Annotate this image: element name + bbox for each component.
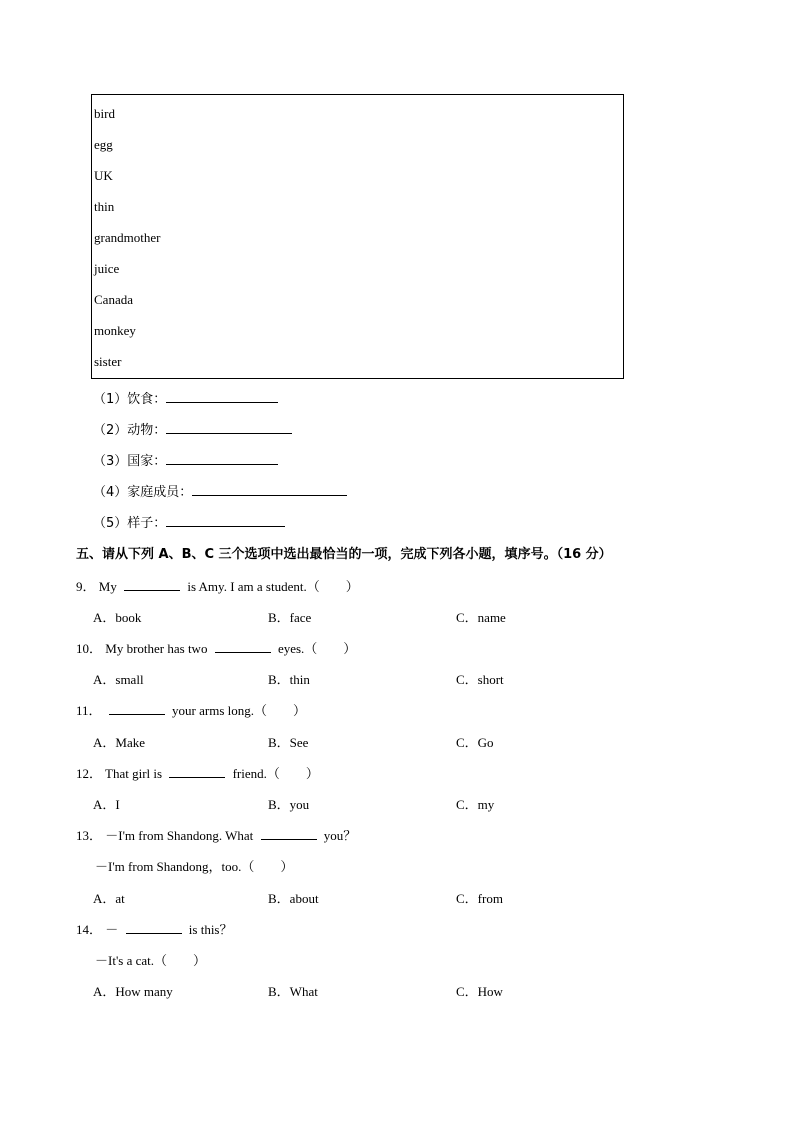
option-a[interactable]: A．Make <box>93 735 145 750</box>
word-item: grandmother <box>94 230 161 245</box>
question-text-after: is this？ <box>188 922 233 937</box>
question-blank[interactable] <box>261 825 317 840</box>
question-blank[interactable] <box>215 638 271 653</box>
option-c[interactable]: C．How <box>456 984 503 999</box>
category-family <box>93 481 347 500</box>
option-b[interactable]: B．thin <box>268 672 310 687</box>
question-number: 14． <box>76 922 103 937</box>
category-countries <box>93 450 278 469</box>
option-c[interactable]: C．my <box>456 797 495 812</box>
category-label: （5）样子： <box>93 516 167 531</box>
question-blank[interactable] <box>169 763 225 778</box>
question-text-before: That girl is <box>105 766 163 781</box>
question-number: 10． <box>76 641 103 656</box>
category-label: （2）动物： <box>93 423 167 438</box>
category-food <box>93 388 278 407</box>
question-blank[interactable] <box>109 700 165 715</box>
question-text-before: － <box>105 922 119 937</box>
option-c[interactable]: C．from <box>456 891 503 906</box>
section-title: 五、请从下列 A、B、C 三个选项中选出最恰当的一项，完成下列各小题，填序号。（16 分） <box>76 547 612 562</box>
option-b[interactable]: B．See <box>268 735 309 750</box>
question-10 <box>76 638 356 657</box>
option-c[interactable]: C．short <box>456 672 504 687</box>
answer-blank[interactable] <box>166 512 285 527</box>
question-text-after: eyes.（ ） <box>277 641 357 656</box>
category-label: （3）国家： <box>93 454 167 469</box>
word-item: egg <box>94 137 113 152</box>
question-13 <box>76 825 356 844</box>
question-13-line2: －I'm from Shandong，too.（ ） <box>95 859 294 874</box>
question-blank[interactable] <box>124 576 180 591</box>
option-b[interactable]: B．What <box>268 984 318 999</box>
question-11 <box>76 700 306 719</box>
word-item: monkey <box>94 323 136 338</box>
question-blank[interactable] <box>126 919 182 934</box>
question-number: 13． <box>76 828 103 843</box>
category-animals <box>93 419 292 438</box>
word-box <box>91 94 624 379</box>
question-text-after: you？ <box>323 828 357 843</box>
category-label: （4）家庭成员： <box>93 485 193 500</box>
option-b[interactable]: B．you <box>268 797 310 812</box>
option-a[interactable]: A．at <box>93 891 125 906</box>
question-text-before: My <box>98 579 117 594</box>
question-text-after: friend.（ ） <box>232 766 319 781</box>
question-number: 12． <box>76 766 103 781</box>
word-item: thin <box>94 199 115 214</box>
question-text-after: is Amy. I am a student.（ ） <box>187 579 359 594</box>
answer-blank[interactable] <box>192 481 347 496</box>
category-label: （1）饮食： <box>93 392 167 407</box>
question-9 <box>76 576 359 595</box>
option-b[interactable]: B．face <box>268 610 312 625</box>
option-a[interactable]: A．book <box>93 610 142 625</box>
word-item: UK <box>94 168 113 183</box>
question-12 <box>76 763 319 782</box>
option-b[interactable]: B．about <box>268 891 319 906</box>
option-c[interactable]: C．Go <box>456 735 494 750</box>
answer-blank[interactable] <box>166 419 292 434</box>
answer-blank[interactable] <box>166 388 278 403</box>
option-c[interactable]: C．name <box>456 610 506 625</box>
word-item: Canada <box>94 292 133 307</box>
question-number: 9． <box>76 579 96 594</box>
option-a[interactable]: A．small <box>93 672 144 687</box>
word-item: juice <box>94 261 120 276</box>
question-number: 11． <box>76 703 102 718</box>
question-text-before: －I'm from Shandong. What <box>105 828 254 843</box>
option-a[interactable]: A．How many <box>93 984 173 999</box>
word-item: bird <box>94 106 115 121</box>
question-14-line2: －It's a cat.（ ） <box>95 953 207 968</box>
answer-blank[interactable] <box>166 450 278 465</box>
question-text-after: your arms long.（ ） <box>172 703 306 718</box>
word-item: sister <box>94 354 122 369</box>
category-appearance <box>93 512 285 531</box>
question-text-before: My brother has two <box>105 641 208 656</box>
option-a[interactable]: A．I <box>93 797 120 812</box>
question-14 <box>76 919 233 938</box>
